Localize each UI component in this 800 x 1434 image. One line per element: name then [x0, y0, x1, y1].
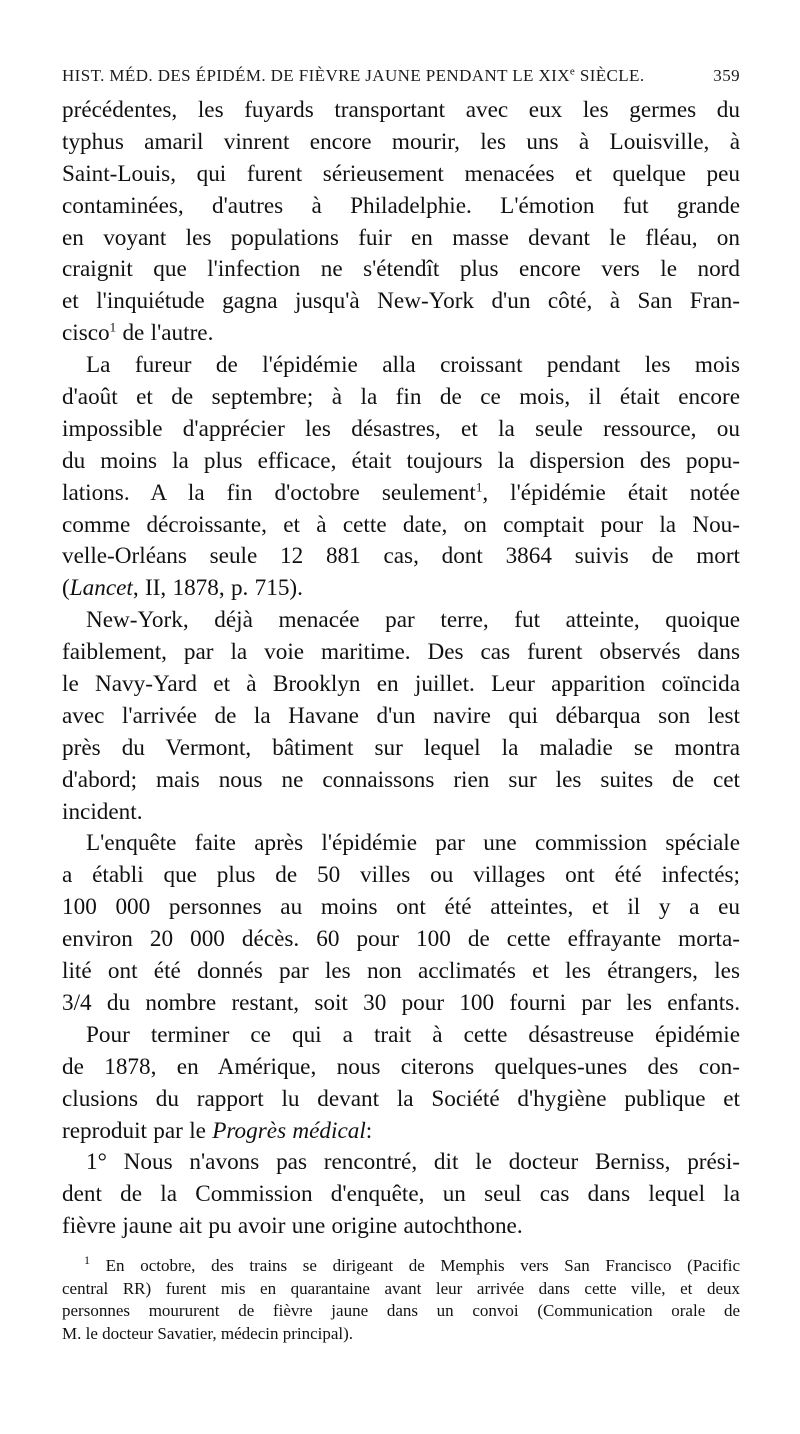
text-line: près du Vermont, bâtiment sur lequel la maladie se montra: [62, 734, 740, 761]
text-line: impossible d'apprécier les désastres, et la seule ressource, ou: [62, 415, 740, 442]
text-line: environ 20 000 décès. 60 pour 100 de cette effrayante morta-: [62, 926, 740, 953]
footnote-mark: 1: [84, 1255, 90, 1268]
page-number: 359: [713, 66, 740, 85]
text-line: 100 000 personnes au moins ont été atteintes, et il y a eu: [62, 894, 740, 921]
text-line: incident.: [62, 798, 143, 825]
footnote-line: [62, 1255, 740, 1278]
text-line: avec l'arrivée de la Havane d'un navire qui débarqua son lest: [62, 702, 740, 729]
text-line: New-York, déjà menacée par terre, fut atteinte, quoique: [86, 607, 740, 634]
text-line: [62, 318, 740, 350]
text-line: de 1878, en Amérique, nous citerons quelques-unes des con-: [62, 1053, 740, 1080]
text-line: fièvre jaune ait pu avoir une origine autochthone.: [62, 1213, 523, 1240]
main-text: [62, 95, 740, 1243]
text-line: Saint-Louis, qui furent sérieusement menacées et quelque peu: [62, 160, 740, 187]
footnote: [62, 1255, 740, 1345]
text-fragment: de l'autre.: [116, 320, 214, 347]
text-fragment: , l'épidémie était notée: [482, 479, 740, 506]
footnote-line: M. le docteur Savatier, médecin principal).: [62, 1323, 354, 1343]
header-title: HIST. MÉD. DES ÉPIDÉM. DE FIÈVRE JAUNE PENDANT LE XIXe SIÈCLE.: [62, 65, 645, 85]
text-line: faiblement, par la voie maritime. Des cas furent observés dans: [62, 639, 740, 666]
text-fragment: cisco: [62, 320, 110, 347]
text-line: craignit que l'infection ne s'étendît plus encore vers le nord: [62, 256, 740, 283]
text-line: Pour terminer ce qui a trait à cette désastreuse épidémie: [86, 1021, 740, 1048]
text-line: 1° Nous n'avons pas rencontré, dit le docteur Berniss, prési-: [86, 1149, 740, 1176]
text-line: 3/4 du nombre restant, soit 30 pour 100 fourni par les enfants.: [62, 989, 740, 1016]
text-line: a établi que plus de 50 villes ou villages ont été infectés;: [62, 862, 740, 889]
text-line: clusions du rapport lu devant la Société d'hygiène publique et: [62, 1085, 740, 1112]
text-line: typhus amaril vinrent encore mourir, les uns à Louisville, à: [62, 128, 740, 155]
journal-title: Progrès médical: [212, 1117, 366, 1144]
text-line: lité ont été donnés par les non acclimatés et les étrangers, les: [62, 958, 740, 985]
text-line: du moins la plus efficace, était toujours la dispersion des popu-: [62, 447, 740, 474]
citation-title: Lancet: [69, 575, 133, 602]
text-line: [62, 478, 740, 510]
text-line: contaminées, d'autres à Philadelphie. L'émotion fut grande: [62, 192, 740, 219]
running-header: [62, 66, 740, 86]
text-line: précédentes, les fuyards transportant avec eux les germes du: [62, 97, 740, 123]
text-fragment: :: [365, 1117, 373, 1144]
text-line: L'enquête faite après l'épidémie par une commission spéciale: [86, 830, 740, 857]
text-line: La fureur de l'épidémie alla croissant pendant les mois: [86, 352, 740, 379]
text-line: dent de la Commission d'enquête, un seul cas dans lequel la: [62, 1181, 740, 1208]
footnote-reference: 1: [475, 478, 483, 494]
text-line: en voyant les populations fuir en masse devant le fléau, on: [62, 224, 740, 251]
text-line: (Lancet, II, 1878, p. 715).: [62, 575, 303, 602]
text-line: le Navy-Yard et à Brooklyn en juillet. Leur apparition coïncida: [62, 671, 740, 698]
footnote-text: En octobre, des trains se dirigeant de Memphis vers San Francisco (Pacific: [105, 1256, 740, 1275]
footnote-line: personnes moururent de fièvre jaune dans un convoi (Communication orale de: [62, 1301, 740, 1320]
text-line: d'août et de septembre; à la fin de ce mois, il était encore: [62, 384, 740, 411]
footnote-reference: 1: [109, 319, 117, 335]
text-line: velle-Orléans seule 12 881 cas, dont 3864 suivis de mort: [62, 543, 740, 570]
text-line: et l'inquiétude gagna jusqu'à New-York d'un côté, à San Fran-: [62, 288, 740, 315]
text-line: reproduit par le Progrès médical:: [62, 1117, 373, 1144]
text-line: comme décroissante, et à cette date, on comptait pour la Nou-: [62, 511, 740, 538]
text-fragment: , II, 1878, p. 715).: [132, 575, 303, 602]
footnote-line: central RR) furent mis en quarantaine avant leur arrivée dans cette ville, et deux: [62, 1278, 740, 1298]
text-line: d'abord; mais nous ne connaissons rien sur les suites de cet: [62, 766, 740, 793]
text-fragment: lations. A la fin d'octobre seulement: [62, 479, 476, 506]
